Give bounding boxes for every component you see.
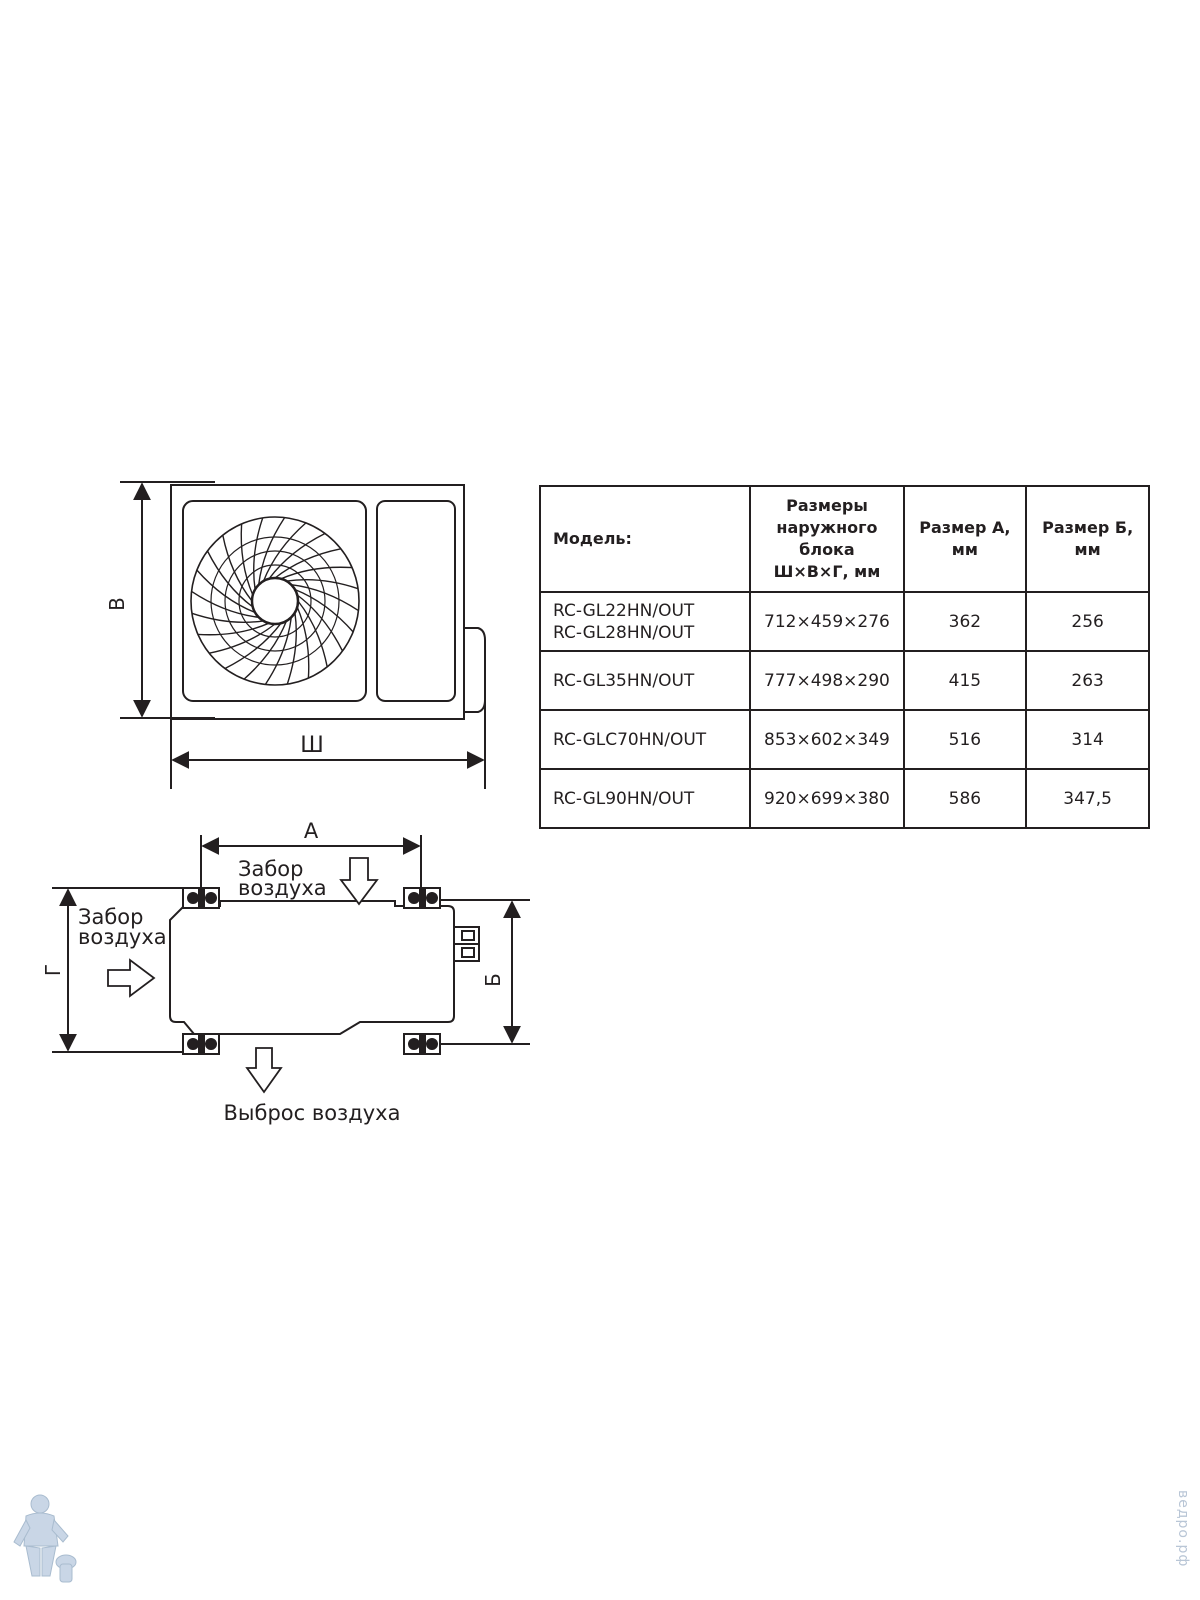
header-unit-size: Размеры наружного блока Ш×В×Г, мм xyxy=(750,486,903,592)
width-label: Ш xyxy=(300,733,324,758)
table-row xyxy=(540,592,1149,651)
table-header-row xyxy=(540,486,1149,592)
cell-unit-size: 920×699×380 xyxy=(750,769,903,828)
height-label: В xyxy=(105,597,129,611)
header-model: Модель: xyxy=(540,486,750,592)
cell-unit-size: 777×498×290 xyxy=(750,651,903,710)
grille-ring xyxy=(239,565,311,637)
foot-top-left xyxy=(183,888,219,908)
cell-size-a: 516 xyxy=(904,710,1027,769)
valve-box xyxy=(464,628,485,712)
cell-size-b: 263 xyxy=(1026,651,1149,710)
cell-model: RC-GL22HN/OUT RC-GL28HN/OUT xyxy=(540,592,750,651)
cell-size-a: 586 xyxy=(904,769,1027,828)
dim-a-label: А xyxy=(303,819,319,843)
dimensions-table xyxy=(539,485,1150,829)
depth-label: Г xyxy=(41,963,65,977)
fan-grille xyxy=(191,517,359,685)
intake-top-arrow xyxy=(341,858,377,904)
exhaust-arrow xyxy=(247,1048,281,1092)
intake-side-line1: Забор xyxy=(78,905,144,929)
grille-ring xyxy=(211,537,339,665)
cell-size-b: 347,5 xyxy=(1026,769,1149,828)
top-view-body xyxy=(170,901,454,1034)
dim-b-label: Б xyxy=(481,973,505,987)
header-size-a: Размер А, мм xyxy=(904,486,1027,592)
table-row xyxy=(540,651,1149,710)
table-row xyxy=(540,710,1149,769)
intake-top-line2: воздуха xyxy=(238,876,327,900)
header-size-b: Размер Б, мм xyxy=(1026,486,1149,592)
exhaust-label: Выброс воздуха xyxy=(223,1101,401,1125)
foot-bottom-left xyxy=(183,1034,219,1054)
cell-unit-size: 712×459×276 xyxy=(750,592,903,651)
foot-bottom-right xyxy=(404,1034,440,1054)
fan-hub xyxy=(252,578,298,624)
grille-outer-ring xyxy=(191,517,359,685)
plumber-mascot-logo xyxy=(8,1490,78,1590)
intake-top-line1: Забор xyxy=(238,857,304,881)
cell-model: RC-GL90HN/OUT xyxy=(540,769,750,828)
foot-top-right xyxy=(404,888,440,908)
cell-size-a: 362 xyxy=(904,592,1027,651)
cell-model: RC-GL35HN/OUT xyxy=(540,651,750,710)
intake-side-arrow xyxy=(108,960,154,996)
intake-side-line2: воздуха xyxy=(78,925,167,949)
grille-ring xyxy=(225,551,325,651)
table-row xyxy=(540,769,1149,828)
cell-size-a: 415 xyxy=(904,651,1027,710)
watermark-text: ведро.рф xyxy=(1175,1490,1191,1568)
service-panel xyxy=(377,501,455,701)
cell-model: RC-GLC70HN/OUT xyxy=(540,710,750,769)
cell-unit-size: 853×602×349 xyxy=(750,710,903,769)
cell-size-b: 314 xyxy=(1026,710,1149,769)
mounting-feet xyxy=(183,888,440,1054)
cell-size-b: 256 xyxy=(1026,592,1149,651)
unit-body xyxy=(171,485,464,719)
